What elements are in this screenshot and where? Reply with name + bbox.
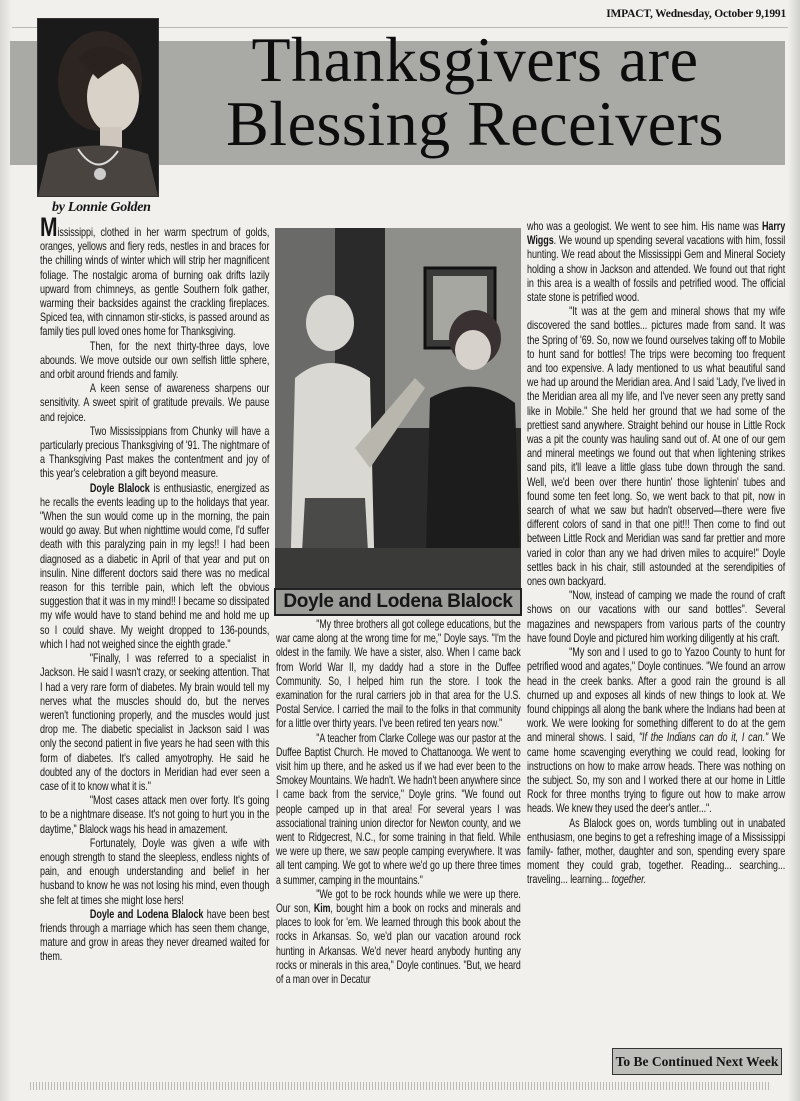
blalock-photo bbox=[275, 228, 521, 588]
article-paragraph bbox=[527, 817, 785, 888]
article-paragraph bbox=[40, 425, 269, 482]
article-column-1 bbox=[40, 212, 270, 965]
paragraph-text: "My son and I used to go to Yazoo County to hunt for petrified wood and agates," Doyle continues. "We found an arrow head in the creek banks. After a good rain the ground is all churned up and exposes all kinds of new things to look at. We found chippings all along the bank where the Indians had been at work. We were looking for something different to do at the gem and mineral shows. I said, bbox=[527, 646, 786, 745]
article-paragraph bbox=[276, 888, 521, 987]
bold-name: Doyle Blalock bbox=[89, 481, 150, 495]
headline bbox=[160, 24, 790, 159]
continued-notice: To Be Continued Next Week bbox=[612, 1048, 782, 1075]
paragraph-text: Then, for the next thirty-three days, love abounds. We move outside our own selfish little sphere, and orbit around friends and family. bbox=[40, 339, 270, 382]
bold-name: Kim bbox=[313, 902, 331, 916]
author-portrait bbox=[37, 18, 159, 197]
article-paragraph bbox=[40, 652, 269, 794]
paragraph-text: Fortunately, Doyle was given a wife with enough strength to stand the sleepless, endless nights of pain, and enough understanding and belief in her husband to know he was not losing his mind, even though she felt at times she might lose hers! bbox=[40, 836, 270, 907]
drop-cap: M bbox=[40, 212, 58, 242]
article-column-2 bbox=[276, 618, 521, 987]
headline-line-1: Thanksgivers are bbox=[251, 24, 699, 95]
paragraph-text: A keen sense of awareness sharpens our sensitivity. A sweet spirit of gratitude prevails. We pause and rejoice. bbox=[40, 382, 270, 424]
italic-text: "If the Indians can do it, I can." bbox=[638, 731, 769, 745]
article-paragraph bbox=[40, 908, 269, 965]
paragraph-text: "A teacher from Clarke College was our pastor at the Duffee Baptist Church. He moved to Chattanooga. We went to visit him up there, and he asked us if we had ever been to the Smokey Mountains. We hadn't. We hadn't been anywhere since I came back from the service," Doyle grins. "We found out people camped up in that area! For several years I was associational training union director for Newton county, and we went to Ridgecrest, N.C., for some training in that field. While we were up there, we saw people camping everywhere. It was all tent camping. We got to where we'd go up there three times a summer, camping in the mountains." bbox=[276, 731, 521, 887]
paragraph-text: ississippi, clothed in her warm spectrum of golds, oranges, yellows and fiery reds, nestles in and braces for the chilling winds of winter which will strip her magnificent foliage. The nostalgic aroma of burning oak drifts lazily upward from chimneys, as gentle Southern folk gather, warming their backsides against the crackling fireplaces. Spiced tea, with cinnamon stir-sticks, is passed around as family ties pull loved ones home for Thanksgiving. bbox=[40, 226, 270, 339]
paragraph-text: "We got to be rock hounds while we were up there. Our son, bbox=[276, 887, 521, 916]
article-paragraph bbox=[527, 589, 785, 646]
paragraph-text: have been best friends through a marriage which has seen them change, mature and grow in areas they never dreamed waited for them. bbox=[40, 907, 270, 964]
article-paragraph bbox=[527, 305, 785, 589]
paragraph-text: We came home scavenging everything we could read, looking for instructions on how to make arrow heads. There was nothing on the subject. So, my son and I worked there at our home in Little Rock for three months trying to figure out how to make arrow heads. We knew they used the deer's antler...". bbox=[527, 731, 786, 816]
headline-line-2: Blessing Receivers bbox=[226, 88, 724, 159]
paragraph-text: "Now, instead of camping we made the round of craft shows on our vacations with our sand bottles". Several magazines and newspapers from various parts of the country have found Doyle and pictured him working diligently at his craft. bbox=[527, 589, 786, 645]
paragraph-text: "Most cases attack men over forty. It's going to be a nightmare disease. It's not going to hurt you in the daytime," Blalock wags his head in amazement. bbox=[40, 794, 270, 836]
paragraph-text: is enthusiastic, energized as he recalls the events leading up to the holidays that year. "When the sun would come up in the morning, the pain would go away. But when nighttime would come, I'd suffer death with this paralyzing pain in my legs!! I had been diagnosed as a diabetic in April of that year and put on insulin. Nine different doctors said there was no medical reason for this terrible pain, which left the obvious suggestion that it was in my mind!! I became so dissipated my wife would have to stand behind me and hold me up so I could shave. My weight dropped to 136-pounds, which I had not weighed since the eighth grade." bbox=[40, 481, 270, 651]
article-column-3 bbox=[527, 220, 785, 888]
paragraph-text: who was a geologist. We went to see him. His name was bbox=[527, 220, 762, 233]
paragraph-text: Two Mississippians from Chunky will have a particularly precious Thanksgiving of '91. The nightmare of a Thanksgiving Past makes the contentment and joy of this year's celebration a gift beyond measure. bbox=[40, 424, 270, 481]
article-paragraph bbox=[40, 212, 270, 340]
article-paragraph bbox=[527, 220, 785, 305]
paragraph-text: "My three brothers all got college educations, but the war came along at the wrong time for me," Doyle says. "I'm the oldest in the family. We have a sister, also. When I came back from World War II, my daddy had a store in the Duffee Community. So, I helped him run the store. I took the examination for the rural carriers job in that area for the U.S. Postal Service. I carried the mail to the folks in that community for a little over thirty years. I've been retired ten years now." bbox=[276, 618, 521, 731]
article-paragraph bbox=[40, 382, 269, 425]
article-paragraph bbox=[40, 794, 269, 837]
italic-text: together. bbox=[611, 873, 647, 887]
paragraph-text: . We wound up spending several vacations with him, fossil hunting. We read about the Mississippi Gem and Mineral Society holding a show in Jackson and attended. We found out that right in this area is a wealth of fossils and petrified wood. The official state stone is petrified wood. bbox=[527, 234, 786, 305]
paragraph-text: As Blalock goes on, words tumbling out in unabated enthusiasm, one begins to get a refreshing image of a Mississippi family- father, mother, daughter and son, spending every spare moment they could grab, together. Reading... searching... traveling... learning... bbox=[527, 816, 786, 887]
article-paragraph bbox=[276, 732, 521, 888]
paragraph-text: "Finally, I was referred to a specialist in Jackson. He said I wasn't crazy, or seeking attention. That I had a very rare form of diabetes. My brain would tell my nerves what the muscles should do, but the nerves weren't functioning properly, and the muscles would just drop me. The diabetic specialist in Jackson said I was only the second patient in five years he had seen with this form of diabetes. It's called amyotrophy. He said he doubted any of the doctors in Meridian had ever seen a case of it to know what it is." bbox=[40, 652, 270, 793]
paragraph-text: , bought him a book on rocks and minerals and places to look for 'em. We learned through this book about the rocks in Arkansas. So, we'd plan our vacation around rock hunting in Arkansas. We'd never heard anybody hunting any rocks or minerals in this area," Doyle continues. "But, we heard of a man over in Decatur bbox=[276, 902, 521, 987]
article-paragraph bbox=[40, 837, 269, 908]
bold-name: Doyle and Lodena Blalock bbox=[89, 907, 204, 921]
article-paragraph bbox=[527, 646, 785, 816]
byline: by Lonnie Golden bbox=[52, 200, 151, 215]
article-paragraph bbox=[40, 340, 269, 383]
paragraph-text: "It was at the gem and mineral shows that my wife discovered the sand bottles... pictures made from sand. It was the Spring of '69. So, now we found ourselves taking off to Mobile to hunt sand for bottles! The trips were becoming too frequent and too expensive. A lady mentioned to us what beautiful sand we had up around the Meridian area. And I said 'Lady, I've lived in the Meridian area all my life, and I've never seen any pretty sand like in Mobile." She held her ground that we had some of the prettiest sand anywhere. Straight behind our house in Little Rock was a pit the county was hauling sand out of. At one of our gem and mineral meetings we found out that when lightening strikes sand pits, it'll leave a little glass tube down through the sand. Well, we'd been over there huntin' those lightenin' tubes and found some ten feet long. So, we went back to that pit, now in search of what we saw but hadn't observed—there were five different colors of sand in that one pit!!! Then come to find out between Little Rock and Meridian was sand far prettier and more varied in color than any we had driven miles to acquire!" Doyle settles back in his chair, still astounded at the serendipities of ones own backyard. bbox=[527, 305, 786, 589]
bold-name: Harry Wiggs bbox=[527, 220, 786, 248]
article-paragraph bbox=[40, 482, 269, 652]
dateline: IMPACT, Wednesday, October 9,1991 bbox=[606, 8, 786, 20]
photo-caption: Doyle and Lodena Blalock bbox=[274, 588, 522, 616]
bottom-border bbox=[30, 1082, 770, 1090]
article-paragraph bbox=[276, 618, 521, 732]
